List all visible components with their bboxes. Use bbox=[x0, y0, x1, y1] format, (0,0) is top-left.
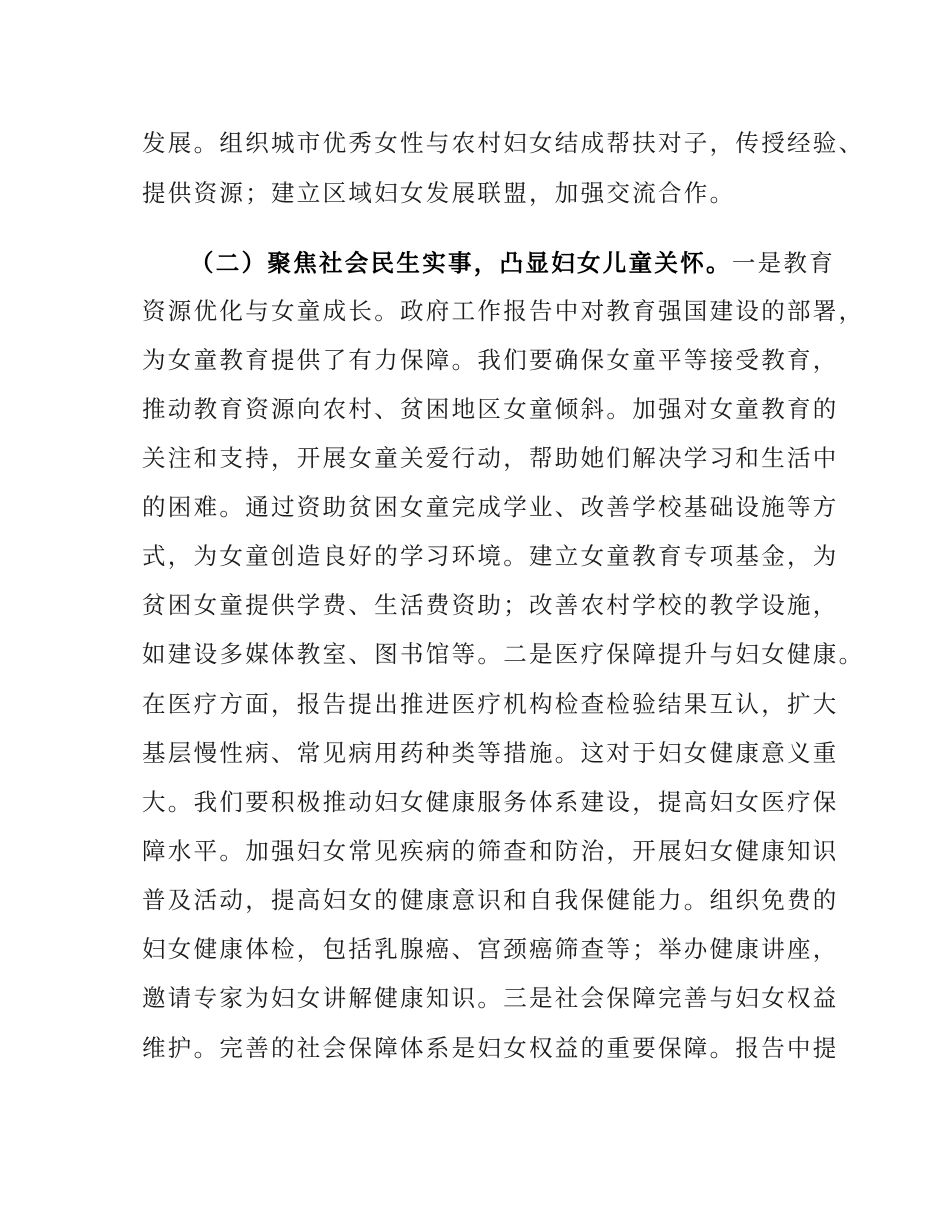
text-line: 资源优化与女童成长。政府工作报告中对教育强国建设的部署， bbox=[142, 297, 865, 325]
text-line: 基层慢性病、常见病用药种类等措施。这对于妇女健康意义重 bbox=[142, 739, 839, 767]
text-span: 一是教育 bbox=[731, 249, 836, 277]
text-line: 维护。完善的社会保障体系是妇女权益的重要保障。报告中提 bbox=[142, 1034, 839, 1062]
text-line: 妇女健康体检，包括乳腺癌、宫颈癌筛查等；举办健康讲座， bbox=[142, 935, 839, 963]
text-line: 推动教育资源向农村、贫困地区女童倾斜。加强对女童教育的 bbox=[142, 395, 839, 423]
section-heading-line bbox=[190, 243, 836, 283]
text-line: 贫困女童提供学费、生活费资助；改善农村学校的教学设施， bbox=[142, 591, 839, 619]
text-line: 发展。组织城市优秀女性与农村妇女结成帮扶对子，传授经验、 bbox=[142, 129, 865, 157]
text-line: 邀请专家为妇女讲解健康知识。三是社会保障完善与妇女权益 bbox=[142, 984, 839, 1012]
text-line: 关注和支持，开展女童关爱行动，帮助她们解决学习和生活中 bbox=[142, 444, 839, 472]
text-line: 为女童教育提供了有力保障。我们要确保女童平等接受教育， bbox=[142, 346, 839, 374]
section-heading: （二）聚焦社会民生实事，凸显妇女儿童关怀。 bbox=[190, 249, 732, 277]
text-line: 的困难。通过资助贫困女童完成学业、改善学校基础设施等方 bbox=[142, 493, 839, 521]
text-line: 如建设多媒体教室、图书馆等。二是医疗保障提升与妇女健康。 bbox=[142, 640, 865, 668]
text-line: 大。我们要积极推动妇女健康服务体系建设，提高妇女医疗保 bbox=[142, 788, 839, 816]
text-line: 普及活动，提高妇女的健康意识和自我保健能力。组织免费的 bbox=[142, 886, 839, 914]
text-line: 提供资源；建立区域妇女发展联盟，加强交流合作。 bbox=[142, 179, 736, 207]
text-line: 在医疗方面，报告提出推进医疗机构检查检验结果互认，扩大 bbox=[142, 690, 839, 718]
text-line: 式，为女童创造良好的学习环境。建立女童教育专项基金，为 bbox=[142, 542, 839, 570]
text-line: 障水平。加强妇女常见疾病的筛查和防治，开展妇女健康知识 bbox=[142, 837, 839, 865]
